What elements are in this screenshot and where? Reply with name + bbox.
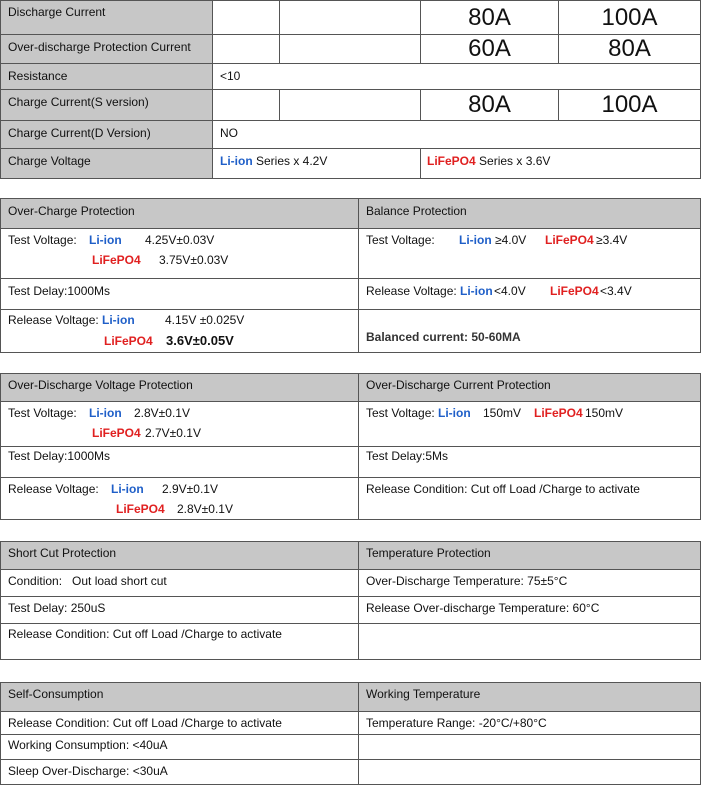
over-charge-title: Over-Charge Protection <box>1 199 359 229</box>
discharge-current-value-2: 100A <box>559 1 701 35</box>
lifepo-tag: LiFePO4 <box>550 284 599 298</box>
liion-tag: Li-ion <box>111 482 144 496</box>
lifepo-tag: LiFePO4 <box>104 334 153 348</box>
over-discharge-current-label: Over-discharge Protection Current <box>1 35 213 64</box>
discharge-current-value-1: 80A <box>421 1 559 35</box>
balanced-current: Balanced current: 50-60MA <box>359 310 701 353</box>
test-voltage-label: Test Voltage: <box>8 406 77 420</box>
liion-value: 4.15V ±0.025V <box>165 313 245 327</box>
resistance-value: <10 <box>213 64 701 90</box>
od-current-test-delay: Test Delay:5Ms <box>359 447 701 478</box>
empty-cell <box>213 35 280 64</box>
liion-tag: Li-ion <box>460 284 493 298</box>
short-cut-condition: Condition: Out load short cut <box>1 570 359 597</box>
over-discharge-current-value-2: 80A <box>559 35 701 64</box>
liion-tag: Li-ion <box>102 313 135 327</box>
empty-cell <box>280 35 421 64</box>
test-voltage-label: Test Voltage: <box>366 406 435 420</box>
empty-cell <box>359 735 701 760</box>
charge-voltage-lifepo <box>421 149 701 179</box>
release-temperature: Release Over-discharge Temperature: 60°C <box>359 597 701 624</box>
charge-current-s-value-1: 80A <box>421 90 559 121</box>
temperature-title: Temperature Protection <box>359 542 701 570</box>
empty-cell <box>359 624 701 660</box>
balance-test-voltage <box>359 229 701 279</box>
liion-value: 2.8V±0.1V <box>134 406 190 420</box>
self-consumption-title: Self-Consumption <box>1 683 359 712</box>
over-charge-balance-table <box>0 198 701 353</box>
od-voltage-title: Over-Discharge Voltage Protection <box>1 374 359 402</box>
lifepo-value: 3.75V±0.03V <box>159 253 229 267</box>
over-charge-test-voltage <box>1 229 359 279</box>
spec-table-top <box>0 0 701 179</box>
working-consumption: Working Consumption: <40uA <box>1 735 359 760</box>
od-temperature: Over-Discharge Temperature: 75±5°C <box>359 570 701 597</box>
empty-cell <box>359 760 701 785</box>
lifepo-value: ≥3.4V <box>596 233 628 247</box>
test-voltage-label: Test Voltage: <box>366 233 435 247</box>
balance-title: Balance Protection <box>359 199 701 229</box>
self-consumption-release-condition: Release Condition: Cut off Load /Charge to activate <box>1 712 359 735</box>
lifepo-tag: LiFePO4 <box>427 154 476 168</box>
od-voltage-test-voltage <box>1 402 359 447</box>
over-charge-test-delay: Test Delay:1000Ms <box>1 279 359 310</box>
liion-tag: Li-ion <box>220 154 253 168</box>
short-cut-temperature-table <box>0 541 701 660</box>
charge-current-d-value: NO <box>213 121 701 149</box>
test-voltage-label: Test Voltage: <box>8 233 77 247</box>
lifepo-tag: LiFePO4 <box>92 426 141 440</box>
lifepo-tag: LiFePO4 <box>545 233 594 247</box>
od-voltage-release-voltage <box>1 478 359 520</box>
liion-value: 150mV <box>483 406 522 420</box>
liion-value: <4.0V <box>494 284 526 298</box>
working-temp-title: Working Temperature <box>359 683 701 712</box>
liion-value: 4.25V±0.03V <box>145 233 215 247</box>
od-current-test-voltage <box>359 402 701 447</box>
discharge-current-label: Discharge Current <box>1 1 213 35</box>
lifepo-value: <3.4V <box>600 284 632 298</box>
resistance-label: Resistance <box>1 64 213 90</box>
lifepo-value: 2.8V±0.1V <box>177 502 233 516</box>
balance-release-voltage <box>359 279 701 310</box>
lifepo-series: Series x 3.6V <box>475 154 551 168</box>
lifepo-tag: LiFePO4 <box>116 502 165 516</box>
short-cut-title: Short Cut Protection <box>1 542 359 570</box>
empty-cell <box>280 90 421 121</box>
lifepo-tag: LiFePO4 <box>92 253 141 267</box>
empty-cell <box>213 1 280 35</box>
od-voltage-test-delay: Test Delay:1000Ms <box>1 447 359 478</box>
liion-tag: Li-ion <box>438 406 471 420</box>
liion-value: 2.9V±0.1V <box>162 482 218 496</box>
over-discharge-table <box>0 373 701 520</box>
release-voltage-label: Release Voltage: <box>8 482 99 496</box>
lifepo-tag: LiFePO4 <box>534 406 583 420</box>
charge-current-s-label: Charge Current(S version) <box>1 90 213 121</box>
charge-current-s-value-2: 100A <box>559 90 701 121</box>
empty-cell <box>213 90 280 121</box>
lifepo-value: 2.7V±0.1V <box>145 426 201 440</box>
short-cut-test-delay: Test Delay: 250uS <box>1 597 359 624</box>
lifepo-value: 150mV <box>585 406 624 420</box>
over-discharge-current-value-1: 60A <box>421 35 559 64</box>
release-voltage-label: Release Voltage: <box>8 313 99 327</box>
liion-value: ≥4.0V <box>495 233 527 247</box>
charge-voltage-label: Charge Voltage <box>1 149 213 179</box>
charge-voltage-liion <box>213 149 421 179</box>
od-current-release-condition: Release Condition: Cut off Load /Charge to activate <box>359 478 701 520</box>
self-consumption-table <box>0 682 701 785</box>
temperature-range: Temperature Range: -20°C/+80°C <box>359 712 701 735</box>
liion-tag: Li-ion <box>459 233 492 247</box>
sleep-over-discharge: Sleep Over-Discharge: <30uA <box>1 760 359 785</box>
od-current-title: Over-Discharge Current Protection <box>359 374 701 402</box>
lifepo-value: 3.6V±0.05V <box>166 333 234 348</box>
release-voltage-label: Release Voltage: <box>366 284 457 298</box>
liion-series: Series x 4.2V <box>252 154 328 168</box>
liion-tag: Li-ion <box>89 406 122 420</box>
over-charge-release-voltage <box>1 310 359 353</box>
liion-tag: Li-ion <box>89 233 122 247</box>
empty-cell <box>280 1 421 35</box>
short-cut-release-condition: Release Condition: Cut off Load /Charge to activate <box>1 624 359 660</box>
charge-current-d-label: Charge Current(D Version) <box>1 121 213 149</box>
